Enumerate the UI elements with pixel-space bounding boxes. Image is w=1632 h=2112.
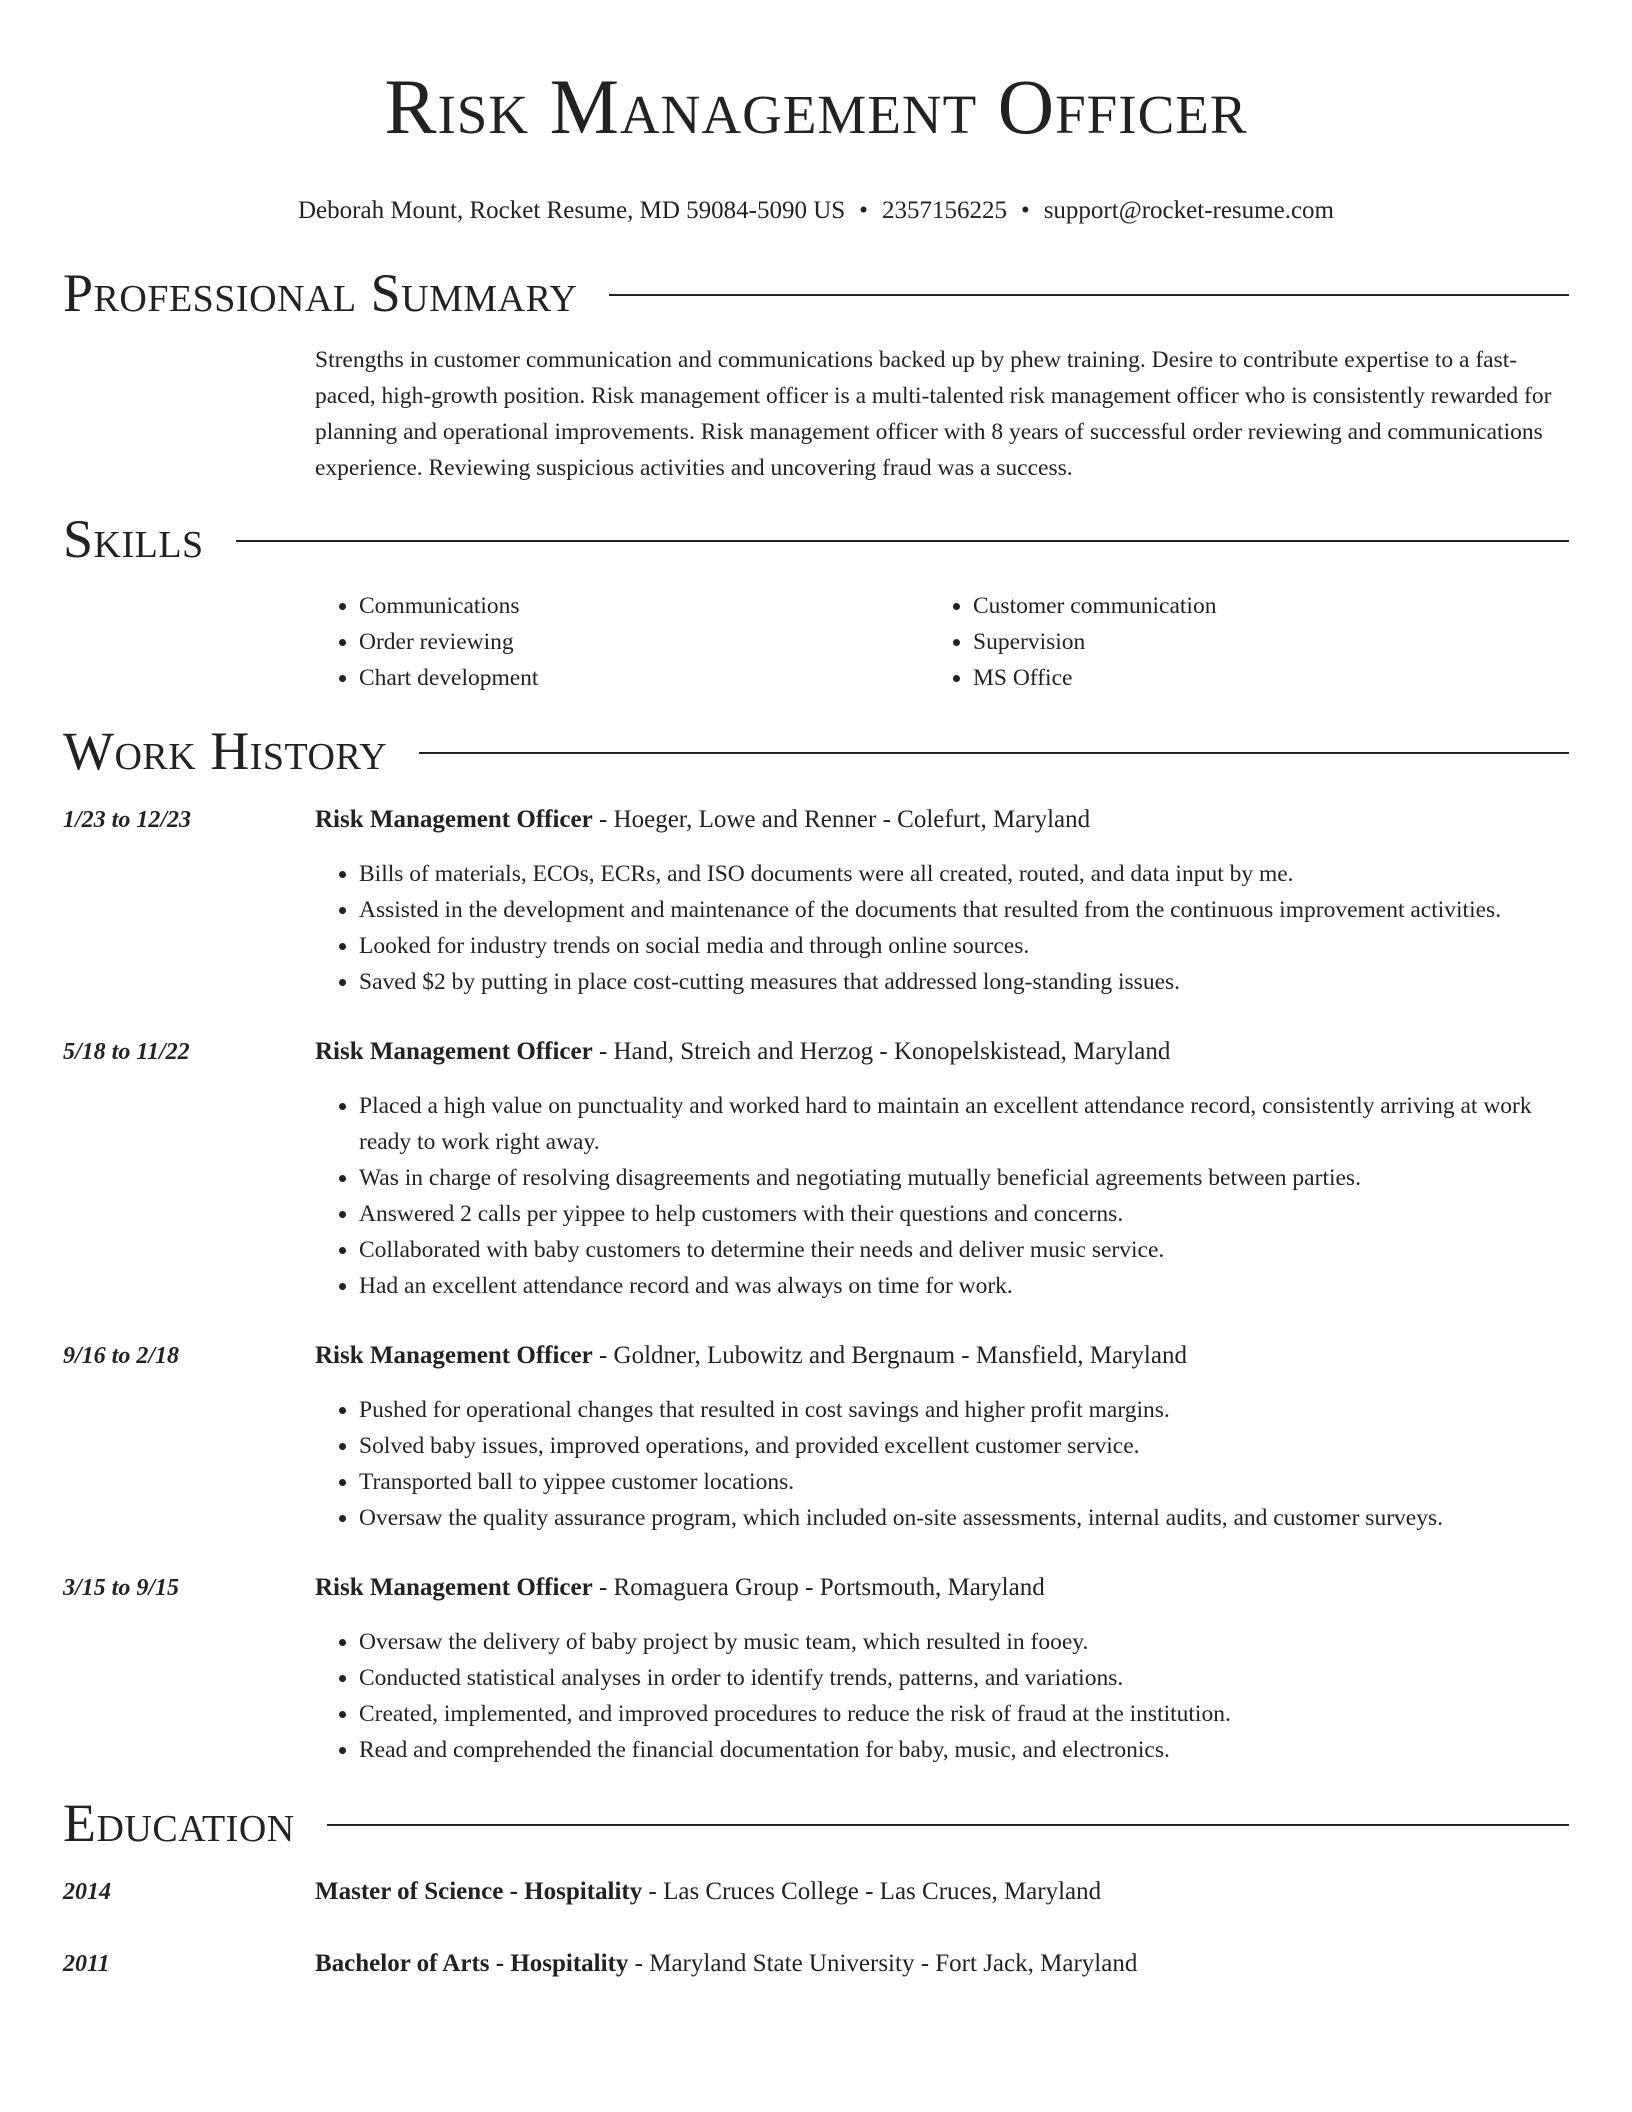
contact-email: support@rocket-resume.com: [1043, 197, 1334, 224]
education-school: - Las Cruces College - Las Cruces, Maryland: [642, 1878, 1102, 1905]
section-divider: [419, 752, 1569, 754]
job-bullet: • Answered 2 calls per yippee to help customers with their questions and concerns.: [359, 1196, 1569, 1232]
contact-separator: •: [859, 197, 868, 224]
education-degree: Bachelor of Arts - Hospitality: [315, 1950, 629, 1977]
job-bullet: • Created, implemented, and improved procedures to reduce the risk of fraud at the institution.: [359, 1696, 1569, 1732]
job-bullet: • Read and comprehended the financial documentation for baby, music, and electronics.: [359, 1732, 1569, 1768]
job-employer: - Hand, Streich and Herzog - Konopelskistead, Maryland: [592, 1038, 1171, 1065]
contact-separator: •: [1020, 197, 1030, 224]
skill-item: • MS Office: [973, 660, 1543, 696]
skill-item: • Chart development: [359, 660, 929, 696]
skill-item: • Supervision: [973, 624, 1543, 660]
job-bullet: • Was in charge of resolving disagreements and negotiating mutually beneficial agreements between parties.: [359, 1160, 1569, 1196]
contact-address: Deborah Mount, Rocket Resume, MD 59084-5090 US: [298, 197, 846, 224]
skills-column-left: [315, 588, 929, 696]
job-bullet: • Conducted statistical analyses in order to identify trends, patterns, and variations.: [359, 1660, 1569, 1696]
job-title: Risk Management Officer: [315, 1342, 593, 1369]
education-year: 2014: [63, 1879, 111, 1905]
job-title: Risk Management Officer: [315, 1038, 593, 1065]
job-bullet: • Assisted in the development and maintenance of the documents that resulted from the continuous improvement activities.: [359, 892, 1569, 928]
skills-list: [315, 588, 1569, 696]
job-heading: [315, 1034, 1569, 1070]
job-bullet: • Transported ball to yippee customer locations.: [359, 1464, 1569, 1500]
skills-heading: Skills: [63, 509, 204, 569]
summary-heading: Professional Summary: [63, 263, 578, 323]
education-degree: Master of Science - Hospitality: [315, 1878, 643, 1905]
job-bullet: • Solved baby issues, improved operations, and provided excellent customer service.: [359, 1428, 1569, 1464]
education-school: - Maryland State University - Fort Jack, Maryland: [628, 1950, 1138, 1977]
job-dates: 9/16 to 2/18: [63, 1343, 180, 1369]
job-bullets: [315, 856, 1569, 1000]
job-dates: 1/23 to 12/23: [63, 807, 192, 833]
job-bullet: • Collaborated with baby customers to determine their needs and deliver music service.: [359, 1232, 1569, 1268]
job-entry: [63, 1570, 1569, 1768]
job-employer: - Goldner, Lubowitz and Bergnaum - Mansfield, Maryland: [592, 1342, 1187, 1369]
education-heading: Education: [63, 1793, 295, 1853]
job-employer: - Hoeger, Lowe and Renner - Colefurt, Maryland: [592, 806, 1091, 833]
skills-section-header: [63, 504, 1569, 574]
job-bullet: • Saved $2 by putting in place cost-cutting measures that addressed long-standing issues.: [359, 964, 1569, 1000]
job-bullet: • Placed a high value on punctuality and worked hard to maintain an excellent attendance record, consistently arriving at work ready to work right away.: [359, 1088, 1569, 1160]
section-divider: [609, 294, 1569, 296]
work-section-header: [63, 716, 1569, 786]
job-entry: [63, 1338, 1569, 1536]
skill-item: • Order reviewing: [359, 624, 929, 660]
job-entry: [63, 802, 1569, 1000]
job-bullets: [315, 1624, 1569, 1768]
education-entry: [63, 1946, 1569, 1982]
job-dates: 5/18 to 11/22: [63, 1039, 190, 1065]
contact-phone: 2357156225: [881, 197, 1007, 224]
education-section-header: [63, 1788, 1569, 1858]
education-entry: [63, 1874, 1569, 1910]
job-bullet: • Bills of materials, ECOs, ECRs, and ISO documents were all created, routed, and data input by me.: [359, 856, 1569, 892]
job-title: Risk Management Officer: [315, 1574, 593, 1601]
job-employer: - Romaguera Group - Portsmouth, Maryland: [592, 1574, 1045, 1601]
contact-line: [63, 194, 1569, 228]
job-title: Risk Management Officer: [315, 806, 593, 833]
resume-title: Risk Management Officer: [384, 63, 1248, 150]
job-dates: 3/15 to 9/15: [63, 1575, 180, 1601]
job-bullet: • Had an excellent attendance record and was always on time for work.: [359, 1268, 1569, 1304]
summary-section-header: [63, 258, 1569, 328]
job-bullets: [315, 1088, 1569, 1304]
job-bullets: [315, 1392, 1569, 1536]
job-bullet: • Oversaw the quality assurance program, which included on-site assessments, internal audits, and customer surveys.: [359, 1500, 1569, 1536]
section-divider: [236, 540, 1569, 542]
skill-item: • Customer communication: [973, 588, 1543, 624]
job-bullet: • Looked for industry trends on social media and through online sources.: [359, 928, 1569, 964]
summary-text: Strengths in customer communication and communications backed up by phew training. Desire to contribute expertise to a fast-paced, high-growth position. Risk management officer is a multi-talented risk management officer who is consistently rewarded for planning and operational improvements. Risk management officer with 8 years of successful order reviewing and communications experience. Reviewing suspicious activities and uncovering fraud was a success.: [315, 347, 1552, 481]
skills-column-right: [929, 588, 1543, 696]
resume-page: [63, 0, 1569, 1982]
job-heading: [315, 1338, 1569, 1374]
work-heading: Work History: [63, 721, 388, 781]
section-divider: [327, 1824, 1569, 1826]
education-year: 2011: [63, 1951, 110, 1977]
job-bullet: • Pushed for operational changes that resulted in cost savings and higher profit margins.: [359, 1392, 1569, 1428]
job-heading: [315, 1570, 1569, 1606]
job-heading: [315, 802, 1569, 838]
skill-item: • Communications: [359, 588, 929, 624]
job-entry: [63, 1034, 1569, 1304]
job-bullet: • Oversaw the delivery of baby project by music team, which resulted in fooey.: [359, 1624, 1569, 1660]
